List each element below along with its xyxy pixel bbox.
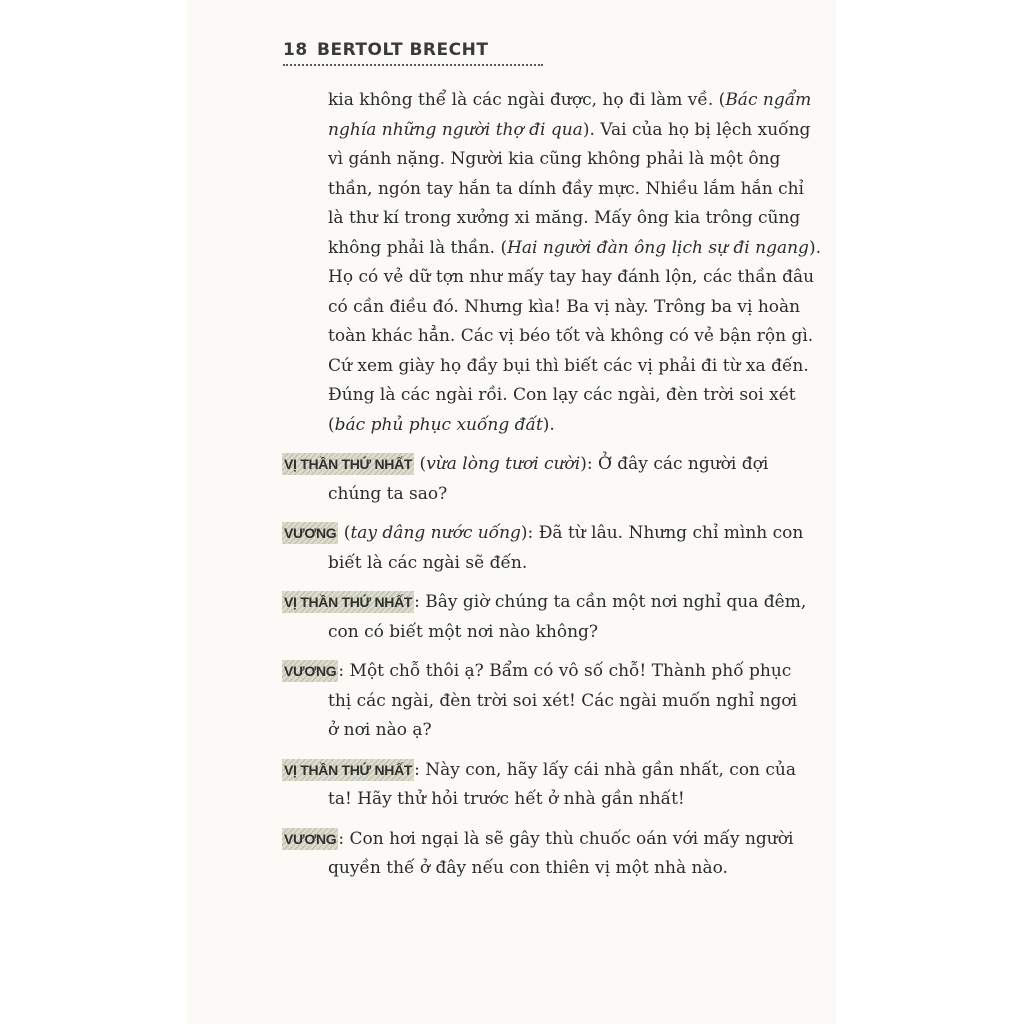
speaker-name: VƯƠNG <box>282 828 338 850</box>
running-header <box>283 38 543 66</box>
dialogue-line: VỊ THẦN THỨ NHẤT : Bây giờ chúng ta cần một nơi nghỉ qua đêm, <box>284 592 807 612</box>
page-number: 18 <box>283 40 308 60</box>
text-line: kia không thể là các ngài được, họ đi làm về. (Bác ngẩm <box>328 90 812 110</box>
stage-direction: tay dâng nước uống <box>350 523 521 543</box>
dialogue-line: VỊ THẦN THỨ NHẤT (vừa lòng tươi cười): Ở đây các người đợi <box>284 454 769 474</box>
text-line: thần, ngón tay hắn ta dính đầy mực. Nhiều lắm hắn chỉ <box>328 178 804 199</box>
author-name: BERTOLT BRECHT <box>317 40 489 60</box>
text-line: toàn khác hẳn. Các vị béo tốt và không có vẻ bận rộn gì. <box>328 326 814 346</box>
text-line: không phải là thần. (Hai người đàn ông lịch sự đi ngang). <box>328 237 821 258</box>
dialogue-line: ở nơi nào ạ? <box>328 720 432 740</box>
dialogue-line: VƯƠNG : Một chỗ thôi ạ? Bẩm có vô số chỗ! Thành phố phục <box>284 661 792 681</box>
text-line: nghía những người thợ đi qua). Vai của họ bị lệch xuống <box>328 119 811 140</box>
speaker-name: VỊ THẦN THỨ NHẤT <box>282 453 414 475</box>
dialogue-line: VƯƠNG : Con hơi ngại là sẽ gây thù chuốc oán với mấy người <box>284 828 794 849</box>
text-line: Đúng là các ngài rồi. Con lạy các ngài, đèn trời soi xét <box>328 385 796 405</box>
dialogue-line: VỊ THẦN THỨ NHẤT : Này con, hãy lấy cái nhà gần nhất, con của <box>284 759 797 780</box>
text-line: Họ có vẻ dữ tợn như mấy tay hay đánh lộn, các thần đâu <box>328 267 815 287</box>
dialogue-line: VƯƠNG (tay dâng nước uống): Đã từ lâu. Nhưng chỉ mình con <box>284 523 804 543</box>
text-line: có cần điều đó. Nhưng kìa! Ba vị này. Trông ba vị hoàn <box>328 296 801 317</box>
speaker-name: VỊ THẦN THỨ NHẤT <box>282 591 414 613</box>
stage-direction: nghía những người thợ đi qua <box>328 119 583 140</box>
dialogue-line: ta! Hãy thử hỏi trước hết ở nhà gần nhất! <box>328 789 685 809</box>
dialogue-line: thị các ngài, đèn trời soi xét! Các ngài muốn nghỉ ngơi <box>328 690 798 711</box>
book-page <box>186 0 836 1024</box>
speaker-name: VỊ THẦN THỨ NHẤT <box>282 759 414 781</box>
stage-direction: Bác ngẩm <box>725 90 812 110</box>
stage-direction: vừa lòng tươi cười <box>426 454 581 474</box>
text-line: là thư kí trong xưởng xi măng. Mấy ông kia trông cũng <box>328 208 801 228</box>
dialogue-line: biết là các ngài sẽ đến. <box>328 552 528 573</box>
dialogue-line: chúng ta sao? <box>328 483 448 504</box>
speaker-name: VƯƠNG <box>282 660 338 682</box>
dialogue-line: quyền thế ở đây nếu con thiên vị một nhà nào. <box>328 858 728 878</box>
text-line: vì gánh nặng. Người kia cũng không phải là một ông <box>328 149 781 169</box>
dialogue-line: con có biết một nơi nào không? <box>328 621 599 642</box>
page-body <box>282 86 821 884</box>
text-line: Cứ xem giày họ đầy bụi thì biết các vị phải đi từ xa đến. <box>328 355 809 376</box>
stage-direction: bác phủ phục xuống đất <box>334 414 543 435</box>
speaker-name: VƯƠNG <box>282 522 338 544</box>
stage-direction: Hai người đàn ông lịch sự đi ngang <box>507 237 809 258</box>
text-line: (bác phủ phục xuống đất). <box>328 414 555 435</box>
